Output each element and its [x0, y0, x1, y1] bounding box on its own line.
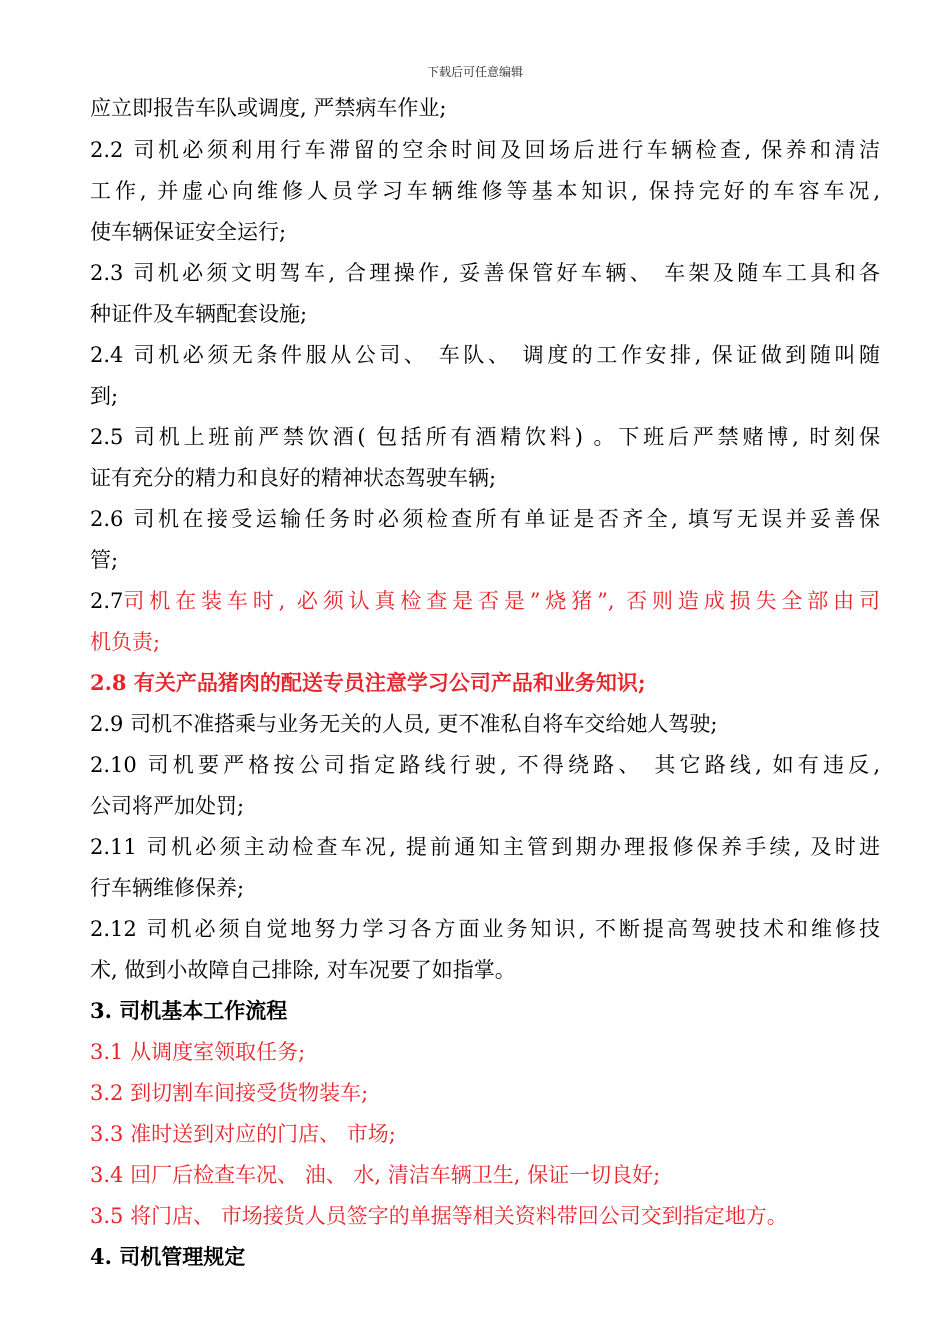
text-line: 工作, 并虚心向维修人员学习车辆维修等基本知识, 保持完好的车容车况, [90, 179, 880, 203]
text-line: 管; [90, 548, 119, 572]
text-line: 行车辆维修保养; [90, 876, 245, 900]
text-line: 2.4 司机必须无条件服从公司、 车队、 调度的工作安排, 保证做到随叫随 [90, 343, 880, 367]
highlighted-text-line: 3.4 回厂后检查车况、 油、 水, 清洁车辆卫生, 保证一切良好; [90, 1163, 661, 1187]
highlighted-text-line: 3.2 到切割车间接受货物装车; [90, 1081, 369, 1105]
page-header: 下载后可任意编辑 [426, 65, 523, 79]
text-line: 种证件及车辆配套设施; [90, 302, 308, 326]
text-line: 2.9 司机不准搭乘与业务无关的人员, 更不准私自将车交给她人驾驶; [90, 712, 718, 736]
text-line: 2.6 司机在接受运输任务时必须检查所有单证是否齐全, 填写无误并妥善保 [90, 507, 880, 531]
text-line-2-7 [90, 587, 880, 615]
text-line: 到; [90, 384, 119, 408]
text-line: 应立即报告车队或调度, 严禁病车作业; [90, 96, 447, 120]
text-line: 术, 做到小故障自己排除, 对车况要了如指掌。 [90, 958, 516, 982]
section-heading: 3. 司机基本工作流程 [90, 998, 288, 1023]
section-heading: 4. 司机管理规定 [90, 1244, 246, 1269]
highlighted-text-line: 3.1 从调度室领取任务; [90, 1040, 306, 1064]
highlighted-bold-line: 2.8 有关产品猪肉的配送专员注意学习公司产品和业务知识; [90, 670, 646, 695]
highlighted-text-line: 3.3 准时送到对应的门店、 市场; [90, 1122, 396, 1146]
text-line: 2.3 司机必须文明驾车, 合理操作, 妥善保管好车辆、 车架及随车工具和各 [90, 261, 880, 285]
text-line: 2.2 司机必须利用行车滞留的空余时间及回场后进行车辆检查, 保养和清洁 [90, 138, 880, 162]
text-line: 2.5 司机上班前严禁饮酒( 包括所有酒精饮料) 。下班后严禁赌博, 时刻保 [90, 425, 880, 449]
text-line: 2.11 司机必须主动检查车况, 提前通知主管到期办理报修保养手续, 及时进 [90, 835, 880, 859]
highlighted-text: 司机在装车时, 必须认真检查是否是”烧猪”, 否则造成损失全部由司 [123, 589, 880, 613]
text-line: 2.12 司机必须自觉地努力学习各方面业务知识, 不断提高驾驶技术和维修技 [90, 917, 880, 941]
highlighted-text-line: 3.5 将门店、 市场接货人员签字的单据等相关资料带回公司交到指定地方。 [90, 1204, 788, 1228]
highlighted-text-line: 机负责; [90, 630, 161, 654]
text-line: 证有充分的精力和良好的精神状态驾驶车辆; [90, 466, 497, 490]
text-line: 2.10 司机要严格按公司指定路线行驶, 不得绕路、 其它路线, 如有违反, [90, 753, 880, 777]
text-line: 公司将严加处罚; [90, 794, 245, 818]
text-line: 使车辆保证安全运行; [90, 220, 287, 244]
section-number: 2.7 [90, 589, 124, 613]
